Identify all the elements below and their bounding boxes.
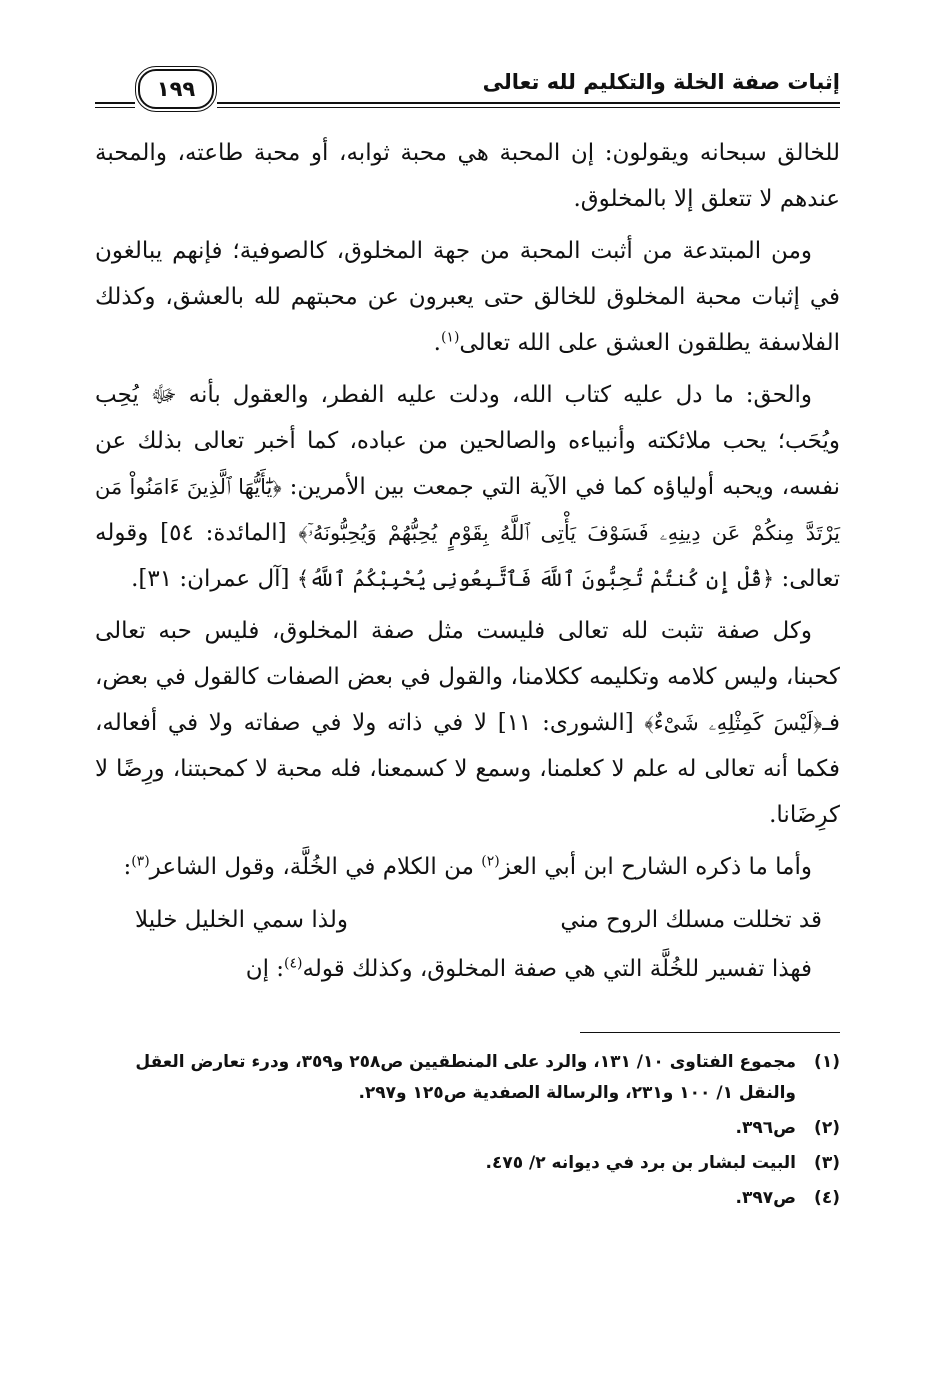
paragraph-2: ومن المبتدعة من أثبت المحبة من جهة المخلوق، كالصوفية؛ فإنهم يبالغون في إثبات محبة المخلوق للخالق حتى يعبرون عن محبتهم لله بالعشق، وكذلك الفلاسفة يطلقون العشق على الله تعالى$^{(١)}$. [95, 238, 840, 356]
footnote-text: ص٣٩٦. [735, 1118, 796, 1138]
poetry-verse [95, 896, 840, 944]
footnote-1 [95, 1047, 840, 1109]
footnote-ref-2[interactable]: (٢) [481, 853, 500, 870]
footnote-number: (٢) [814, 1118, 840, 1138]
footnote-text: مجموع الفتاوى ١٠/ ١٣١، والرد على المنطقيين ص٢٥٨ و٣٥٩، ودرء تعارض العقل والنقل ١/ ١٠٠ و٢٣١، والرسالة الصفدية ص١٢٥ و٢٩٧. [135, 1052, 796, 1103]
footnote-4 [95, 1183, 840, 1214]
footnote-number: (١) [814, 1052, 840, 1072]
verse-first-hemistich: قد تخللت مسلك الروح مني [560, 907, 822, 933]
chapter-title: إثبات صفة الخلة والتكليم لله تعالى [482, 70, 840, 94]
book-page [95, 62, 840, 1362]
verse-second-hemistich: ولذا سمي الخليل خليلا [135, 907, 348, 933]
footnote-2 [95, 1113, 840, 1144]
page-number: ١٩٩ [138, 69, 214, 109]
quran-verse-maidah: ﴿يَٰٓأَيُّهَا ٱلَّذِينَ ءَامَنُواْ مَن يَرْتَدَّ مِنكُمْ عَن دِينِهِۦ فَسَوْفَ يَأْتِى ٱللَّهُ بِقَوْمٍ يُحِبُّهُمْ وَيُحِبُّونَهُۥٓ﴾ [95, 475, 841, 545]
main-text [95, 130, 840, 992]
footnote-ref-1[interactable]: (١) [440, 329, 460, 346]
quran-verse-shura: ﴿لَيْسَ كَمِثْلِهِۦ شَىْءٌ﴾ [644, 711, 823, 735]
paragraph-6: فهذا تفسير للخُلَّة التي هي صفة المخلوق، وكذلك قوله$^{(٤)}$: إن [245, 955, 812, 982]
footnote-number: (٣) [814, 1153, 840, 1173]
footnote-text: البيت لبشار بن برد في ديوانه ٢/ ٤٧٥. [485, 1153, 796, 1173]
quran-verse-al-imran: ﴿قُلْ إِن كُنتُمْ تُحِبُّونَ ٱللَّهَ فَٱتَّبِعُونِى يُحْبِبْكُمُ ٱللَّهُ﴾ [296, 567, 775, 591]
paragraph-3: والحق: ما دل عليه كتاب الله، ودلت عليه الفطر، والعقول بأنه ﷻ يُحِب ويُحَب؛ يحب ملائكته وأنبياءه والصالحين من عباده، كما أخبر تعالى بذلك عن نفسه، ويحبه أولياؤه كما في الآية التي جمعت بين الأمرين: ﴿يَٰٓأَيُّهَا ٱلَّذِينَ ءَامَنُواْ مَن يَرْتَدَّ مِنكُمْ عَن دِينِهِۦ فَسَوْفَ يَأْتِى ٱللَّهُ بِقَوْمٍ يُحِبُّهُمْ وَيُحِبُّونَهُۥٓ﴾ [المائدة: ٥٤] وقوله تعالى: ﴿قُلْ إِن كُنتُمْ تُحِبُّونَ ٱللَّهَ فَٱتَّبِعُونِى يُحْبِبْكُمُ ٱللَّهُ﴾ [آل عمران: ٣١]. [95, 382, 841, 592]
footnote-number: (٤) [814, 1188, 840, 1208]
footnote-ref-4[interactable]: (٤) [284, 955, 303, 972]
footnote-ref-3[interactable]: (٣) [131, 853, 150, 870]
paragraph-4: وكل صفة تثبت لله تعالى فليست مثل صفة المخلوق، فليس حبه تعالى كحبنا، وليس كلامه وتكليمه ككلامنا، والقول في بعض الصفات كالقول في بعض، فـ﴿لَيْسَ كَمِثْلِهِۦ شَىْءٌ﴾ [الشورى: ١١] لا في ذاته ولا في صفاته ولا في أفعاله، فكما أنه تعالى له علم لا كعلمنا، وسمع لا كسمعنا، فله محبة لا كمحبتنا، ورِضًا لا كرِضَانا. [95, 618, 840, 828]
paragraph-5: وأما ما ذكره الشارح ابن أبي العز$^{(٢)}$ من الكلام في الخُلَّة، وقول الشاعر$^{(٣)}$: [123, 853, 812, 880]
running-header [95, 62, 840, 120]
footnotes [95, 1047, 840, 1214]
footnote-text: ص٣٩٧. [735, 1188, 796, 1208]
footnote-3 [95, 1148, 840, 1179]
footnote-separator [580, 1032, 840, 1033]
paragraph-1: للخالق سبحانه ويقولون: إن المحبة هي محبة ثوابه، أو محبة طاعته، والمحبة عندهم لا تتعلق إلا بالمخلوق. [95, 140, 841, 212]
page-number-badge [135, 68, 217, 110]
